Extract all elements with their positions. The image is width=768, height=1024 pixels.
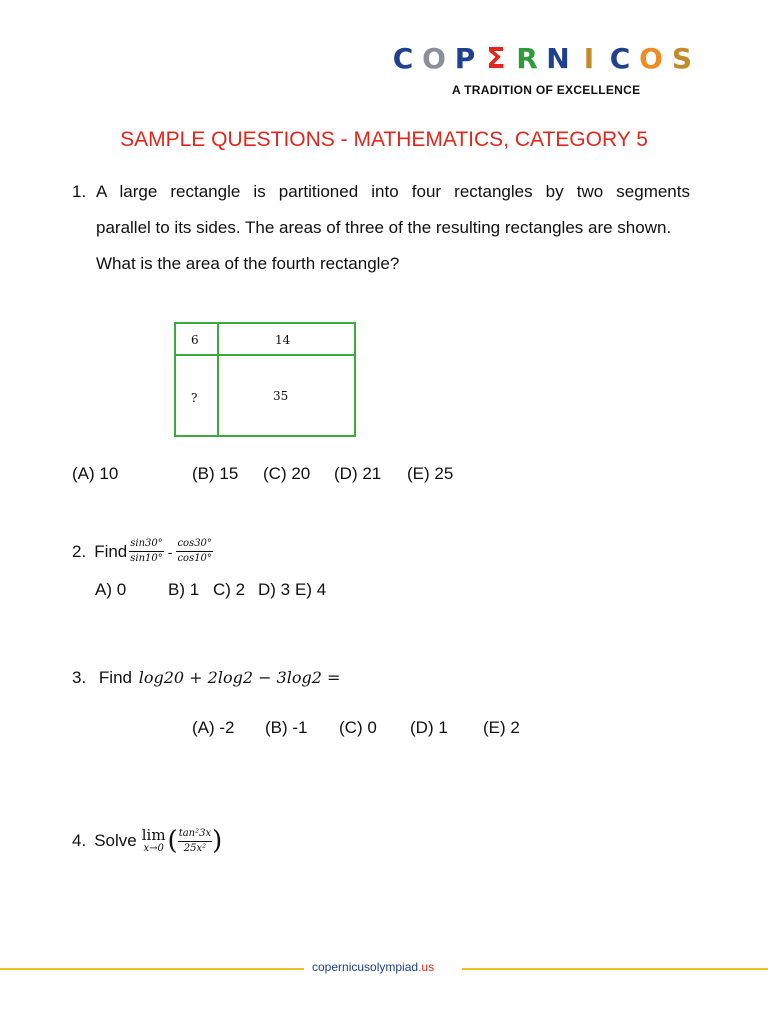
figure-horizontal-segment xyxy=(176,354,354,356)
fraction-denominator: cos10° xyxy=(177,553,212,564)
question-2-option-d: D) 3 xyxy=(258,580,291,599)
limit-subscript: x→0 xyxy=(143,843,164,854)
fraction-denominator: sin10° xyxy=(130,553,163,564)
right-paren: ) xyxy=(212,826,223,856)
fraction-numerator: sin30° xyxy=(129,538,164,552)
question-2-fraction-cos xyxy=(176,538,212,565)
question-1-number: 1. xyxy=(72,182,87,201)
question-2-option-a: A) 0 xyxy=(95,580,127,599)
question-2-minus: - xyxy=(167,543,173,560)
logo-lettering xyxy=(388,38,710,80)
question-2-option-b: B) 1 xyxy=(168,580,200,599)
limit-operator: lim xyxy=(141,826,166,844)
logo-letter: S xyxy=(671,42,693,75)
question-3-expression: log20 + 2log2 − 3log2 = xyxy=(138,668,341,687)
question-4 xyxy=(72,826,222,856)
question-3-option-a: (A) -2 xyxy=(192,718,235,737)
question-2-option-c: C) 2 xyxy=(213,580,246,599)
question-1-option-d: (D) 21 xyxy=(334,464,382,483)
fraction-denominator: 25x² xyxy=(183,842,207,854)
footer-site-name: copernicusolympiad xyxy=(312,960,419,974)
logo-letter: C xyxy=(392,42,414,75)
page-title: SAMPLE QUESTIONS - MATHEMATICS, CATEGORY 5 xyxy=(120,128,648,151)
question-3 xyxy=(72,668,340,688)
question-1-line: A large rectangle is partitioned into four rectangles by two segments xyxy=(96,182,690,201)
figure-cell-bottom-right: 35 xyxy=(273,389,289,403)
figure-cell-top-right: 14 xyxy=(275,333,291,347)
question-2-prompt: Find xyxy=(94,541,128,561)
figure-cell-bottom-left: ? xyxy=(191,391,198,405)
question-3-number: 3. xyxy=(72,668,87,687)
question-1-option-a: (A) 10 xyxy=(72,464,119,483)
question-3-prompt: Find xyxy=(98,668,132,687)
logo-letter: Σ xyxy=(486,42,506,75)
question-4-limit xyxy=(142,827,166,855)
question-2-option-e: E) 4 xyxy=(295,580,327,599)
footer-divider-left xyxy=(0,968,304,970)
logo-tagline: A TRADITION OF EXCELLENCE xyxy=(452,83,641,97)
logo-letter: R xyxy=(516,42,538,75)
question-1-option-b: (B) 15 xyxy=(192,464,239,483)
question-1-line: parallel to its sides. The areas of three of the resulting rectangles are shown. xyxy=(96,218,672,237)
logo xyxy=(388,38,710,98)
fraction-numerator: cos30° xyxy=(176,538,212,552)
question-1-text xyxy=(96,174,690,282)
left-paren: ( xyxy=(167,826,178,856)
logo-letter: N xyxy=(546,42,570,75)
question-2-fraction-sin xyxy=(129,538,164,565)
logo-letter: I xyxy=(583,42,595,75)
question-3-option-d: (D) 1 xyxy=(410,718,448,737)
question-2 xyxy=(72,538,213,565)
figure-cell-top-left: 6 xyxy=(191,333,199,347)
footer-website-link[interactable] xyxy=(312,960,434,974)
logo-letter: C xyxy=(609,42,631,75)
rectangle-figure xyxy=(174,322,356,437)
logo-letter: P xyxy=(454,42,476,75)
question-3-option-b: (B) -1 xyxy=(265,718,308,737)
question-1-line: What is the area of the fourth rectangle? xyxy=(96,254,400,273)
logo-letter: O xyxy=(639,42,663,75)
figure-vertical-segment xyxy=(217,324,219,435)
fraction-numerator: tan²3x xyxy=(178,828,212,842)
question-3-option-e: (E) 2 xyxy=(483,718,520,737)
question-1-option-e: (E) 25 xyxy=(407,464,454,483)
footer-site-tld: .us xyxy=(418,960,435,974)
logo-letter: O xyxy=(422,42,446,75)
question-4-fraction xyxy=(178,828,212,855)
question-4-prompt: Solve xyxy=(94,831,137,850)
question-2-number: 2. xyxy=(72,541,87,561)
question-4-number: 4. xyxy=(72,831,87,850)
footer-divider-right xyxy=(462,968,768,970)
question-1-option-c: (C) 20 xyxy=(263,464,311,483)
question-3-option-c: (C) 0 xyxy=(339,718,377,737)
